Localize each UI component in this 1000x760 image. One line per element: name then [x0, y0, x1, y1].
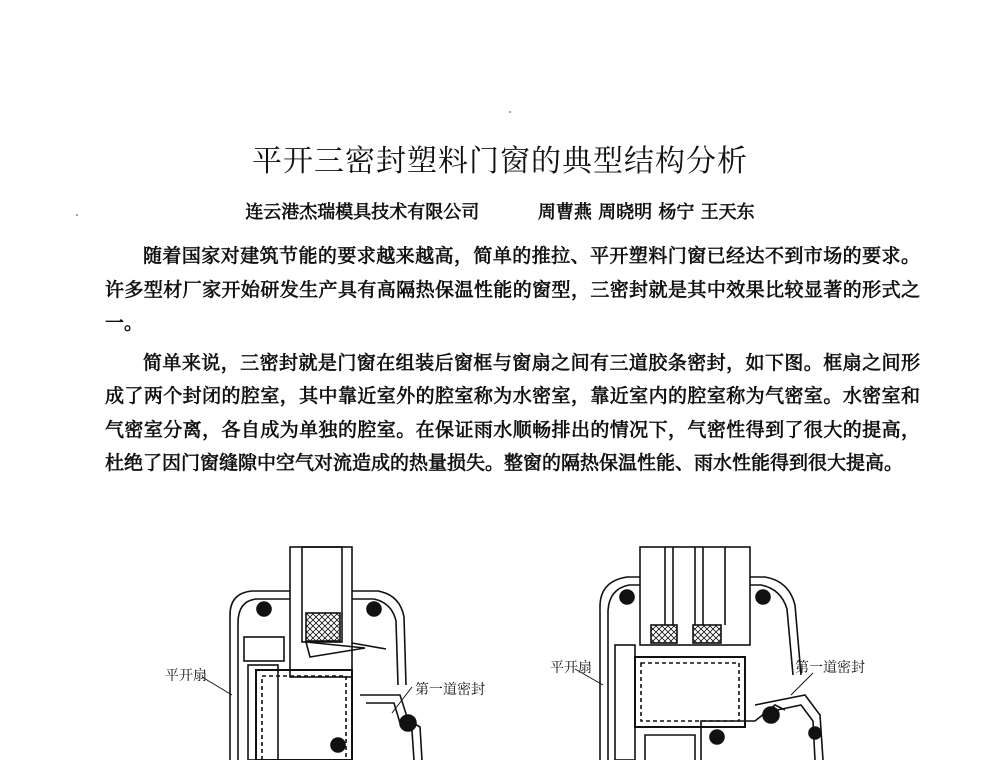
label-first-seal: 第一道密封	[795, 660, 865, 676]
scan-speck	[509, 111, 511, 113]
label-casement-sash: 平开扇	[165, 668, 207, 684]
label-casement-sash: 平开扇	[550, 660, 592, 676]
cross-section-drawing-left	[160, 545, 500, 760]
company-name: 连云港杰瑞模具技术有限公司	[245, 202, 480, 223]
paragraph-1: 随着国家对建筑节能的要求越来越高，简单的推拉、平开塑料门窗已经达不到市场的要求。许多型材厂家开始研发生产具有高隔热保温性能的窗型，三密封就是其中效果比较显著的形式之一。	[105, 245, 920, 334]
paragraph-2: 简单来说，三密封就是门窗在组装后窗框与窗扇之间有三道胶条密封，如下图。框扇之间形成了两个封闭的腔室，其中靠近室外的腔室称为水密室，靠近室内的腔室称为气密室。水密室和气密室分离，各自成为单独的腔室。在保证雨水顺畅排出的情况下，气密性得到了很大的提高，杜绝了因门窗缝隙中空气对流造成的热量损失。整窗的隔热保温性能、雨水性能得到很大提高。	[105, 351, 920, 474]
label-first-seal: 第一道密封	[415, 682, 485, 698]
article-body	[105, 240, 920, 487]
figure-left-cross-section	[160, 545, 500, 760]
author-list: 周曹燕 周晓明 杨宁 王天东	[537, 202, 755, 223]
article-title: 平开三密封塑料门窗的典型结构分析	[252, 144, 748, 179]
byline	[0, 198, 1000, 224]
cross-section-drawing-right	[545, 545, 885, 760]
figure-right-cross-section	[545, 545, 885, 760]
